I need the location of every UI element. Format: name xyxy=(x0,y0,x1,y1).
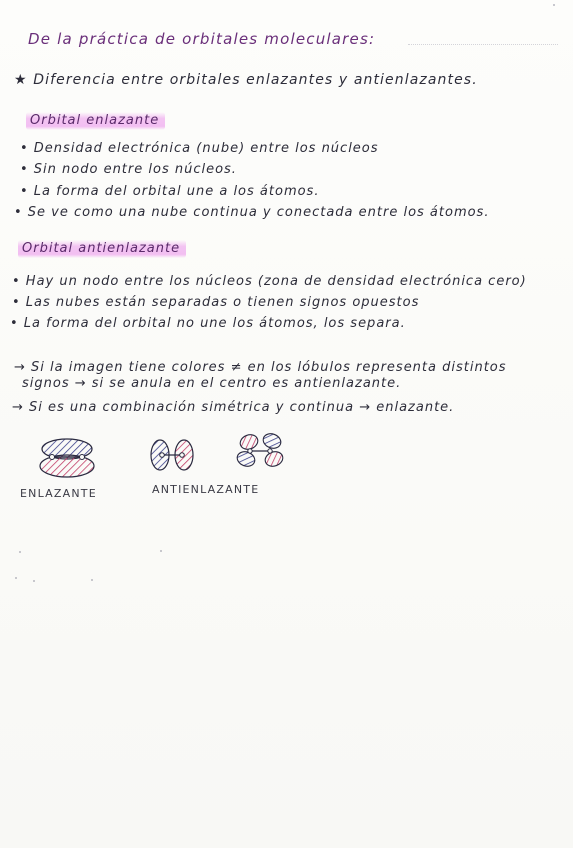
paper-speck xyxy=(160,550,162,552)
antibonding-orbital-drawing-alt xyxy=(232,430,288,472)
page-title: De la práctica de orbitales moleculares: xyxy=(28,30,376,48)
section-heading-bonding: Orbital enlazante xyxy=(26,112,165,130)
paper-speck xyxy=(15,577,17,579)
paper-speck xyxy=(19,551,21,553)
bullet-item: • Sin nodo entre los núcleos. xyxy=(20,162,237,177)
arrow-note: → Si es una combinación simétrica y continua → enlazante. xyxy=(12,400,455,415)
antibonding-orbital-drawing xyxy=(148,436,198,474)
arrow-note: → Si la imagen tiene colores ≠ en los lóbulos representa distintos xyxy=(14,360,507,375)
bullet-item: • Densidad electrónica (nube) entre los núcleos xyxy=(20,141,379,156)
bullet-item: • Las nubes están separadas o tienen signos opuestos xyxy=(12,295,420,310)
arrow-note-continuation: signos → si se anula en el centro es antienlazante. xyxy=(22,376,402,391)
bonding-diagram-label: ENLAZANTE xyxy=(20,487,97,500)
antibonding-diagram-label: ANTIENLAZANTE xyxy=(152,483,260,496)
section-heading-antibonding: Orbital antienlazante xyxy=(18,240,186,258)
topic-heading: ★ Diferencia entre orbitales enlazantes y antienlazantes. xyxy=(14,72,478,88)
paper-speck xyxy=(91,579,93,581)
bonding-orbital-drawing xyxy=(32,436,102,480)
paper-speck xyxy=(553,4,555,6)
bullet-item: • Se ve como una nube continua y conectada entre los átomos. xyxy=(14,205,490,220)
bullet-item: • Hay un nodo entre los núcleos (zona de densidad electrónica cero) xyxy=(12,274,527,289)
faded-ink-trace xyxy=(408,34,558,45)
bullet-item: • La forma del orbital no une los átomos, los separa. xyxy=(10,316,406,331)
bullet-item: • La forma del orbital une a los átomos. xyxy=(20,184,320,199)
paper-speck xyxy=(33,580,35,582)
